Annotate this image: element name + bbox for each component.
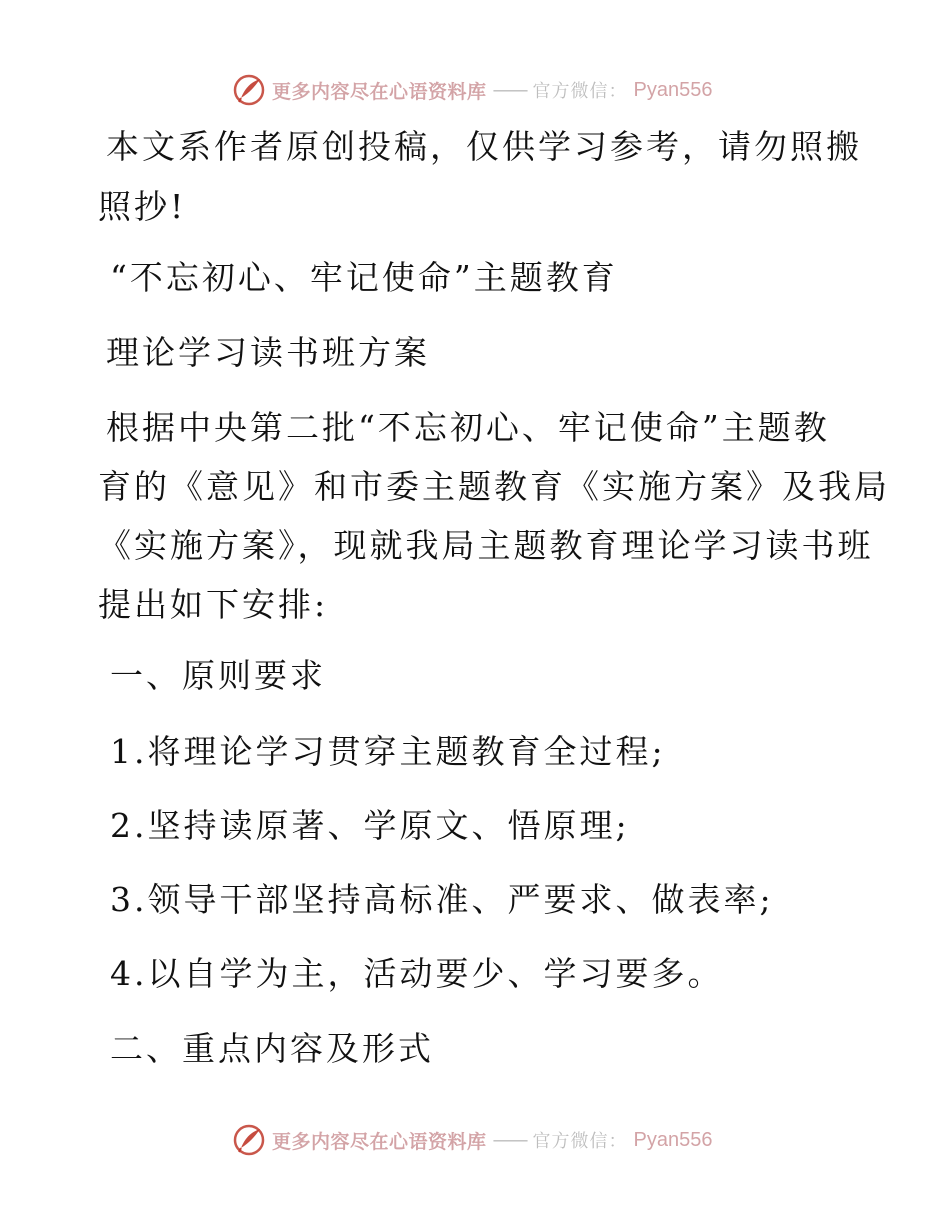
banner-wechat-label: 官方微信： xyxy=(532,81,628,102)
banner-dash: —— xyxy=(492,79,527,101)
title-line-1: “不忘初心、牢记使命”主题教育 xyxy=(110,258,618,297)
section-1-heading: 一、原则要求 xyxy=(110,656,326,695)
notice-line-1: 本文系作者原创投稿，仅供学习参考，请勿照搬 xyxy=(106,127,862,166)
intro-line-2: 育的《意见》和市委主题教育《实施方案》及我局 xyxy=(98,467,890,506)
intro-line-3: 《实施方案》，现就我局主题教育理论学习读书班 xyxy=(98,526,874,565)
quill-logo-icon xyxy=(232,73,266,107)
quill-logo-icon xyxy=(232,1123,266,1157)
section-2-heading: 二、重点内容及形式 xyxy=(110,1029,434,1068)
intro-line-4: 提出如下安排: xyxy=(98,585,329,624)
intro-line-1: 根据中央第二批“不忘初心、牢记使命”主题教 xyxy=(106,408,830,447)
banner-text: 更多内容尽在心语资料库 xyxy=(272,80,487,103)
footer-banner xyxy=(232,1120,712,1160)
banner-text: 更多内容尽在心语资料库 xyxy=(272,1130,487,1153)
header-banner xyxy=(232,70,712,110)
banner-dash: —— xyxy=(492,1129,527,1151)
banner-wechat-id: Pyan556 xyxy=(633,78,713,101)
list-item-1: 1.将理论学习贯穿主题教育全过程; xyxy=(110,732,666,771)
notice-line-2: 照抄! xyxy=(98,187,187,226)
list-item-3: 3.领导干部坚持高标准、严要求、做表率; xyxy=(110,880,774,919)
banner-wechat-label: 官方微信： xyxy=(532,1131,628,1152)
title-line-2: 理论学习读书班方案 xyxy=(106,333,430,372)
list-item-2: 2.坚持读原著、学原文、悟原理; xyxy=(110,806,630,845)
banner-wechat-id: Pyan556 xyxy=(633,1128,713,1151)
list-item-4: 4.以自学为主，活动要少、学习要多。 xyxy=(110,954,724,993)
